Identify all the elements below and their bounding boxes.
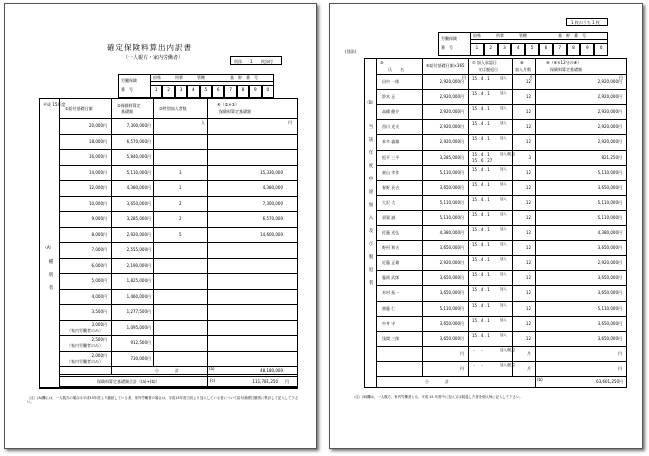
insurance-digit xyxy=(594,43,608,56)
insurance-digit xyxy=(262,85,274,98)
base-amount: 1,825,000円 xyxy=(126,278,151,283)
insurance-digit xyxy=(200,85,212,98)
section-b-label: （B） xyxy=(365,100,376,105)
participant-name: 大沢 大 xyxy=(382,199,396,205)
section-a-vertical: 種 別 者 xyxy=(48,259,53,292)
daily-amount: 9,000円 xyxy=(91,216,107,221)
insurance-digit-value: 7 xyxy=(229,87,232,92)
participant-base: 円 xyxy=(460,350,464,356)
participant-amount: 5,110,000円 xyxy=(597,214,622,220)
participant-amount: 5,110,000円 xyxy=(597,169,622,175)
section-a-label: （A） xyxy=(43,245,54,250)
subtotal-mark-right: (b) xyxy=(537,377,543,382)
join-status: 加入 xyxy=(500,121,507,126)
insurance-digit-value: 1 xyxy=(475,45,479,50)
months-count: 12 xyxy=(525,109,531,115)
months-count: 12 xyxy=(525,184,531,190)
daily-amount: 3,000円 xyxy=(91,321,107,327)
join-status: 加入 xyxy=(500,106,507,111)
participant-base: 3,650,000円 xyxy=(439,290,464,296)
attachment-label: 別添 xyxy=(234,58,242,64)
participant-amount: 円 xyxy=(618,365,622,371)
insurance-no-label2-right: 番 号 xyxy=(441,45,453,50)
col-base-header: ⑥給付基礎日額×365 xyxy=(426,63,465,68)
join-date: 15 . 4 . 1 xyxy=(472,106,490,112)
col-count-header: ③特別加入者数 xyxy=(159,106,187,111)
base-amount: 3,285,000円 xyxy=(126,216,151,221)
months-count: 12 xyxy=(525,230,531,235)
join-date: 15 . 4 . 1 xyxy=(472,136,490,142)
participant-name: 田中 一郎 xyxy=(382,79,400,84)
join-date: 15 . 4 . 1 xyxy=(472,242,490,248)
insurance-digit xyxy=(498,43,512,56)
participant-amount: 2,920,000円 xyxy=(597,79,622,84)
join-status: 加入 xyxy=(500,211,507,216)
col-amount-header-2: 保険料算定基礎額 xyxy=(550,67,582,72)
join-date: 15 . 4 . 1 xyxy=(472,91,490,97)
col-base-header: ②保険料算定 xyxy=(117,103,141,108)
months-count: 12 xyxy=(525,290,531,296)
join-status: 加入 xyxy=(500,166,507,171)
participant-base: 3,650,000円 xyxy=(439,320,464,326)
base-amount: 730,000円 xyxy=(130,355,151,361)
participant-base: 2,920,000円 xyxy=(439,94,464,100)
base-amount: 3,650,000円 xyxy=(126,200,151,206)
page-count-label: 1 枚のうち 1 枚 xyxy=(571,20,600,25)
insurance-digit xyxy=(511,43,525,56)
join-status: 加入 xyxy=(500,242,507,247)
participant-base: 3,650,000円 xyxy=(439,335,464,341)
insurance-digit-value: 3 xyxy=(179,87,183,92)
col-name-mark: ⑤ xyxy=(380,60,384,65)
daily-amount: 2,500円 xyxy=(91,337,107,342)
total-mark: (c) xyxy=(210,378,216,383)
participant-base: 2,920,000円 xyxy=(439,124,464,130)
months-count: 12 xyxy=(525,245,531,251)
participant-base: 2,920,000円 xyxy=(439,79,464,84)
attachment-box xyxy=(230,56,282,65)
join-date: 15 . 4 . 1 xyxy=(472,151,490,157)
join-date: 15 . 4 . 1 xyxy=(472,302,490,308)
subtotal-mark: (a) xyxy=(209,366,215,371)
unit-people: 人 xyxy=(201,120,205,125)
participant-amount: 821,250円 xyxy=(601,154,622,160)
insurance-digit-value: 6 xyxy=(216,87,220,92)
participant-name: 佐藤 光弘 xyxy=(382,230,400,235)
participant-base: 3,285,000円 xyxy=(439,154,464,160)
calculated-amount: 14,600,000 xyxy=(260,231,283,237)
participant-name: 鈴木 正 xyxy=(382,94,396,100)
daily-amount: 12,000円 xyxy=(89,185,107,190)
insurance-digit-value: 8 xyxy=(241,87,245,92)
insurance-no-label1-right: 労働保険 xyxy=(441,36,457,41)
join-date: 15 . 4 . 1 xyxy=(472,257,490,263)
insurance-digit-value: 6 xyxy=(544,45,548,50)
participant-name: 須賀 誠 xyxy=(382,214,396,220)
daily-note: （家内労働者のみ） xyxy=(67,358,103,364)
join-date: 15 . 4 . 1 xyxy=(472,272,490,278)
col-name-header: 氏 名 xyxy=(388,67,404,72)
participant-name: 木村 拓一 xyxy=(382,290,400,296)
page-count-box xyxy=(566,18,608,26)
join-status: 加入/脱退 xyxy=(500,362,515,367)
daily-amount: 16,000円 xyxy=(89,154,107,159)
join-status: 加入 xyxy=(500,227,507,231)
base-amount: 5,110,000円 xyxy=(126,169,151,175)
insurance-digit xyxy=(484,43,498,56)
daily-amount: 14,000円 xyxy=(89,169,107,175)
join-date: 15 . 4 . 1 xyxy=(472,317,490,323)
participant-base: 3,650,000円 xyxy=(439,184,464,190)
participant-amount: 5,110,000円 xyxy=(597,199,622,205)
participant-base: 5,110,000円 xyxy=(439,169,464,175)
months-count: 12 xyxy=(525,305,531,311)
daily-amount: 3,500円 xyxy=(91,309,107,314)
insurance-no-header: 管轄 xyxy=(519,33,527,38)
insurance-digit xyxy=(539,43,553,56)
participant-base: 2,920,000円 xyxy=(439,260,464,266)
participant-amount: 3,650,000円 xyxy=(597,320,622,326)
join-date: 15 . 4 . 1 xyxy=(472,211,490,217)
right-footnote: （注）(B)欄は、一人親方、家内労働者とも、平成 15 年度中に加入又は脱退した者を個人毎に記入して下さい。 xyxy=(352,395,523,399)
col-amount-header: ④（②×③） xyxy=(217,102,240,107)
participant-count: 2 xyxy=(179,216,182,221)
insurance-digit-value: 1 xyxy=(154,87,158,92)
participant-name: 中井 守 xyxy=(382,320,396,326)
join-date: 15 . 4 . 1 xyxy=(472,196,490,202)
base-amount: 6,570,000円 xyxy=(126,138,151,144)
base-amount: 1,277,500円 xyxy=(126,309,151,314)
participant-amount: 3,650,000円 xyxy=(597,275,622,281)
section-b-vertical: 当 該 年 度 中 途 加 入 及 び 脱 退 者 xyxy=(368,124,373,287)
join-status: 加入 xyxy=(500,136,507,141)
left-page xyxy=(4,3,317,449)
daily-amount: 20,000円 xyxy=(89,123,107,128)
insurance-no-header: 府県 xyxy=(153,75,161,80)
participant-base: 円 xyxy=(460,365,464,371)
unit-yen-header: 円 xyxy=(462,75,466,80)
participant-name: 藤岡 武郎 xyxy=(382,275,400,281)
participant-name: 西川 光夫 xyxy=(382,124,400,130)
months-count: 12 xyxy=(525,260,531,266)
months-count: 月 xyxy=(527,350,531,356)
insurance-no-header: 基 幹 番 号 xyxy=(558,33,586,38)
participant-amount: 4,380,000円 xyxy=(597,230,622,235)
calculated-amount: 6,570,000 xyxy=(262,216,283,221)
insurance-digit xyxy=(212,85,224,98)
col-amount-header: ⑨（⑥×12分の⑧） xyxy=(546,60,582,65)
calculated-amount: 4,380,000 xyxy=(262,185,283,190)
right-page xyxy=(329,3,643,449)
leave-date: 15 . 6 . 27 xyxy=(472,157,493,163)
col-daily-header: ①給付基礎日額 xyxy=(65,106,93,111)
participant-base: 4,380,000円 xyxy=(439,230,464,235)
participant-count: 2 xyxy=(179,200,182,206)
months-count: 12 xyxy=(525,275,531,281)
daily-amount: 4,000円 xyxy=(91,293,107,299)
join-date: 15 . 4 . 1 xyxy=(472,166,490,172)
daily-note: （家内労働者のみ） xyxy=(67,327,103,333)
insurance-digit-value: 7 xyxy=(558,45,562,50)
join-status: 加入/脱退 xyxy=(500,151,515,156)
join-date: 15 . 4 . 1 xyxy=(472,121,490,127)
participant-base: 5,110,000円 xyxy=(439,214,464,220)
insurance-digit xyxy=(580,43,594,56)
join-date: 15 . 4 . 1 xyxy=(472,76,490,81)
unit-yen-header-2: 円 xyxy=(619,75,623,80)
base-amount: 1,095,000円 xyxy=(126,324,151,330)
insurance-digit xyxy=(470,43,484,56)
participant-name: 野村 和夫 xyxy=(382,245,400,251)
insurance-digit-value: 5 xyxy=(204,87,208,92)
col-months-mark: ⑧ xyxy=(520,60,524,65)
join-status: 加入 xyxy=(500,317,507,322)
months-count: 12 xyxy=(525,320,531,326)
participant-amount: 3,650,000円 xyxy=(597,290,622,296)
base-amount: 5,840,000円 xyxy=(126,154,151,159)
participant-name: 春野 長吉 xyxy=(382,184,400,190)
join-date: 15 . 4 . 1 xyxy=(472,181,490,187)
participant-count: 3 xyxy=(179,169,182,175)
base-amount: 1,460,000円 xyxy=(126,293,151,299)
participant-base: 3,650,000円 xyxy=(439,275,464,281)
insurance-digit xyxy=(150,85,162,98)
participant-name: 高橋 健介 xyxy=(382,109,400,115)
daily-amount: 10,000円 xyxy=(89,200,107,206)
daily-amount: 2,000円 xyxy=(91,352,107,358)
insurance-digit-value: 9 xyxy=(254,87,257,92)
insurance-digit-value: 2 xyxy=(167,87,170,92)
insurance-digit xyxy=(175,85,187,98)
base-amount: 2,920,000円 xyxy=(126,231,151,237)
join-status: 加入 xyxy=(500,302,507,307)
insurance-digit xyxy=(553,43,567,56)
insurance-digit-value: 8 xyxy=(572,45,575,50)
insurance-no-label2: 番 号 xyxy=(121,87,133,92)
join-status: 加入 xyxy=(500,272,507,277)
join-status: 加入/脱退 xyxy=(500,347,515,352)
join-date: 15 . 4 . 1 xyxy=(472,227,490,232)
insurance-digit xyxy=(187,85,199,98)
join-status: 加入 xyxy=(500,287,507,292)
insurance-digit xyxy=(224,85,236,98)
insurance-digit-value: 5 xyxy=(530,45,534,50)
insurance-no-header: 基 幹 番 号 xyxy=(230,75,258,80)
insurance-digit-value: 4 xyxy=(516,45,520,50)
join-date: 15 . 4 . 1 xyxy=(472,287,490,293)
fiscal-year: 平成 15年度 xyxy=(43,102,66,107)
participant-count: 5 xyxy=(179,231,182,237)
base-amount: 912,500円 xyxy=(130,340,151,345)
participant-base: 3,650,000円 xyxy=(439,245,464,251)
months-count: 12 xyxy=(525,139,531,145)
months-count: 月 xyxy=(527,365,531,371)
insurance-digit-value: 9 xyxy=(585,45,589,50)
total-label: 保険料算定基礎額合計（(a)+(b)） xyxy=(97,379,160,384)
join-date: ・ ・ xyxy=(472,362,484,368)
months-count: 12 xyxy=(525,214,531,220)
participant-base: 5,110,000円 xyxy=(439,305,464,311)
base-amount: 2,555,000円 xyxy=(126,247,151,252)
participant-name: 東山 幸作 xyxy=(382,169,400,175)
col-date-header-2: 又は脱退日 xyxy=(478,67,498,72)
participant-amount: 2,920,000円 xyxy=(597,260,622,266)
daily-amount: 7,000円 xyxy=(91,247,107,252)
form-subtitle: （一人親方・家内労働者） xyxy=(123,55,184,61)
daily-amount: 6,000円 xyxy=(91,262,107,268)
join-status: 加入 xyxy=(500,332,507,337)
months-count: 12 xyxy=(525,79,531,84)
total-unit: 円 xyxy=(285,379,289,384)
insurance-digit-value: 0 xyxy=(266,87,270,92)
col-months-header: 加入月数 xyxy=(515,67,531,72)
months-count: 12 xyxy=(525,94,531,100)
participant-amount: 2,920,000円 xyxy=(597,94,622,100)
insurance-digit-value: 2 xyxy=(489,45,493,50)
participant-name: 浅間 三郎 xyxy=(382,335,400,341)
left-footnote: （注）(A)欄には、一人親方の場合は平成15年度より継続している者、家内労働者の場合は、平成15年度当初より加入している者について給付基礎日額別に集計して記入して下さい。 xyxy=(27,396,299,404)
participant-amount: 3,650,000円 xyxy=(597,335,622,341)
months-count: 3 xyxy=(528,154,531,160)
subtotal-label-right: 小 計 xyxy=(425,379,449,384)
insurance-digit-value: 0 xyxy=(599,45,603,50)
participant-amount: 5,110,000円 xyxy=(597,305,622,311)
join-date: 15 . 4 . 1 xyxy=(472,332,490,338)
participant-amount: 3,650,000円 xyxy=(597,245,622,251)
insurance-digit xyxy=(525,43,539,56)
participant-base: 5,110,000円 xyxy=(439,199,464,205)
col-amount-header-2: 保険料算定基礎額 xyxy=(219,109,251,114)
participant-amount: 3,650,000円 xyxy=(597,184,622,190)
insurance-digit-value: 4 xyxy=(192,87,195,92)
join-status: 加入 xyxy=(500,91,507,96)
daily-amount: 18,000円 xyxy=(89,138,107,144)
participant-name: 本多 義雄 xyxy=(382,139,400,145)
base-amount: 4,380,000円 xyxy=(126,185,151,190)
months-count: 12 xyxy=(525,124,531,130)
daily-amount: 8,000円 xyxy=(91,231,107,237)
participant-base: 2,920,000円 xyxy=(439,109,464,115)
join-status: 加入 xyxy=(500,76,507,80)
daily-note: （家内労働者のみ） xyxy=(67,343,103,348)
join-status: 加入 xyxy=(500,181,507,186)
participant-base: 2,920,000円 xyxy=(439,139,464,145)
unit-yen: 円 xyxy=(288,120,292,125)
participant-name: 齋藤 仁 xyxy=(382,305,396,311)
insurance-no-header: 所掌 xyxy=(175,75,183,80)
participant-name: 松平 三平 xyxy=(382,154,400,160)
months-count: 12 xyxy=(525,169,531,175)
insurance-digit xyxy=(249,85,261,98)
months-count: 12 xyxy=(525,335,531,341)
col-date-header: ⑦ 加入承認日 xyxy=(472,60,497,65)
base-amount: 7,300,000円 xyxy=(126,123,151,128)
form-title: 確定保険料算出内訳書 xyxy=(107,43,192,52)
subtotal-label: 小 計 xyxy=(155,368,179,373)
calculated-amount: 15,330,000 xyxy=(260,169,283,175)
participant-count: 1 xyxy=(179,185,182,190)
participant-amount: 円 xyxy=(618,350,622,356)
col-base-header-2: 基礎額 xyxy=(121,109,133,114)
daily-amount: 5,000円 xyxy=(91,278,107,283)
insurance-digit xyxy=(237,85,249,98)
calculated-amount: 7,300,000 xyxy=(262,200,283,206)
join-date: ・ ・ xyxy=(472,347,484,353)
subtotal-value: 48,180,000 xyxy=(260,368,283,373)
join-status: 加入 xyxy=(500,196,507,201)
attachment-number: 1 xyxy=(250,58,253,64)
base-amount: 2,190,000円 xyxy=(126,262,151,268)
unit-month-header: 月 xyxy=(529,75,533,80)
attachment-suffix: 枚添付 xyxy=(261,58,273,64)
attachment-tag: (別添) xyxy=(345,49,357,54)
insurance-no-header: 管轄 xyxy=(197,75,205,80)
participant-amount: 2,920,000円 xyxy=(597,124,622,130)
months-count: 12 xyxy=(525,199,531,205)
insurance-no-header: 所掌 xyxy=(496,33,504,38)
insurance-digit-value: 3 xyxy=(503,45,506,50)
participant-name: 近藤 正雄 xyxy=(382,260,400,266)
participant-amount: 2,920,000円 xyxy=(597,109,622,115)
insurance-digit xyxy=(567,43,581,56)
participant-amount: 2,920,000円 xyxy=(597,139,622,145)
insurance-digit xyxy=(162,85,174,98)
join-status: 加入 xyxy=(500,257,507,262)
subtotal-value-right: 63,601,250円 xyxy=(596,379,623,384)
insurance-no-header: 府県 xyxy=(473,33,481,38)
total-value: 111,781,250 xyxy=(252,379,278,384)
insurance-no-label1: 労働保険 xyxy=(121,78,137,83)
